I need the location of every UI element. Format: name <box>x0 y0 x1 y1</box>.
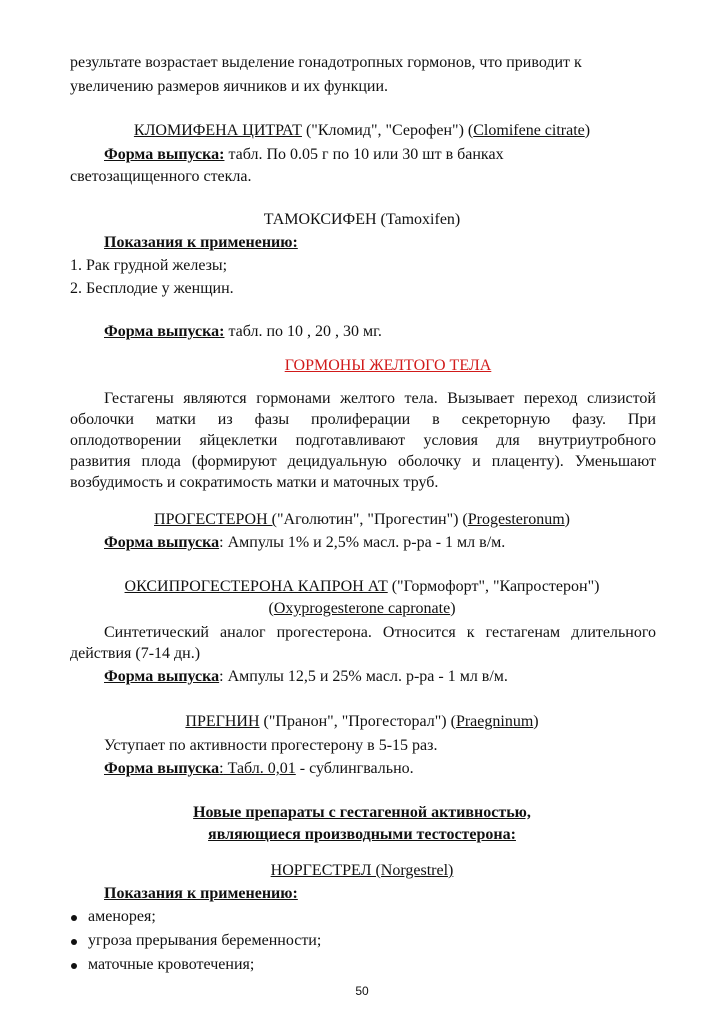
clomifene-heading <box>0 121 724 141</box>
oxyprogesterone-desc-line-2: действия (7-14 дн.) <box>70 645 201 662</box>
clomifene-synonyms: ("Кломид", "Серофен") ( <box>301 122 474 139</box>
clomifene-form-label: Форма выпуска: <box>104 146 225 163</box>
oxyprogesterone-latin-line <box>0 599 724 619</box>
bullet-icon <box>71 963 77 969</box>
bullet-icon <box>71 939 77 945</box>
progesterone-name: ПРОГЕСТЕРОН ( <box>154 511 277 528</box>
progesterone-form-text: : Ампулы 1% и 2,5% масл. р-ра - 1 мл в/м. <box>219 534 506 551</box>
oxyprogesterone-form <box>104 667 508 687</box>
tamoxifen-form-label: Форма выпуска: <box>104 323 225 340</box>
new-drugs-heading-1: Новые препараты с гестагенной активностью, <box>193 804 531 821</box>
pregnin-form-sep: : <box>219 760 224 777</box>
tamoxifen-item-2: 2. Бесплодие у женщин. <box>70 280 234 297</box>
progesterone-form-label: Форма выпуска <box>104 534 220 551</box>
intro-line-2: увеличению размеров яичников и их функции. <box>70 78 389 95</box>
tamoxifen-item-1: 1. Рак грудной железы; <box>70 257 228 274</box>
intro-line-1: результате возрастает выделение гонадотропных гормонов, что приводит к <box>70 54 582 71</box>
section-para-line-5: возбудимость и сократимость матки и маточных труб. <box>70 474 439 491</box>
pregnin-close: ) <box>533 713 539 730</box>
section-paragraph <box>70 388 656 493</box>
progesterone-synonyms: "Аголютин", "Прогестин") ( <box>277 511 468 528</box>
progesterone-close: ) <box>564 511 570 528</box>
pregnin-form-label: Форма выпуска <box>104 760 220 777</box>
section-para-line-1: Гестагены являются гормонами желтого тела. Вызывает переход слизистой <box>104 390 656 407</box>
pregnin-name: ПРЕГНИН <box>185 713 260 730</box>
oxyprogesterone-description <box>70 622 656 664</box>
new-drugs-heading-2: являющиеся производными тестостерона: <box>208 826 516 843</box>
section-para-line-2: оболочки матки из фазы пролиферации в секреторную фазу. При <box>70 411 656 428</box>
norgestrel-indications-label: Показания к применению: <box>104 885 298 902</box>
pregnin-description: Уступает по активности прогестерону в 5-15 раз. <box>104 737 438 754</box>
pregnin-form-tail: - сублингвально. <box>295 760 414 777</box>
clomifene-close: ) <box>584 122 591 139</box>
tamoxifen-form-text: табл. по 10 , 20 , 30 мг. <box>224 323 382 340</box>
oxyprogesterone-heading <box>0 577 724 597</box>
section-title-text: ГОРМОНЫ ЖЕЛТОГО ТЕЛА <box>284 357 492 374</box>
pregnin-synonyms: ("Пранон", "Прогесторал") ( <box>259 713 456 730</box>
pregnin-form-text: Табл. 0,01 <box>223 760 296 777</box>
oxyprogesterone-latin-open: ( <box>268 600 274 617</box>
oxyprogesterone-synonyms: ("Гормофорт", "Капростерон") <box>387 578 600 595</box>
pregnin-heading <box>0 712 724 732</box>
clomifene-form-text-2: светозащищенного стекла. <box>70 168 252 185</box>
page-number: 50 <box>355 984 369 998</box>
oxyprogesterone-latin: Oxyprogesterone capronate <box>273 600 451 617</box>
oxyprogesterone-desc-line-1: Синтетический аналог прогестерона. Относится к гестагенам длительного <box>104 624 656 641</box>
progesterone-heading <box>0 510 724 530</box>
tamoxifen-title: ТАМОКСИФЕН (Tamoxifen) <box>263 211 461 228</box>
tamoxifen-indications-label: Показания к применению: <box>104 234 298 251</box>
pregnin-latin: Praegninum <box>455 713 534 730</box>
clomifene-form <box>104 145 504 165</box>
clomifene-latin: Clomifene citrate <box>473 122 585 139</box>
section-title <box>0 356 724 376</box>
norgestrel-item-2: угроза прерывания беременности; <box>88 932 322 949</box>
norgestrel-item-3: маточные кровотечения; <box>88 956 255 973</box>
clomifene-name: КЛОМИФЕНА ЦИТРАТ <box>133 122 302 139</box>
section-para-line-4: развития плода (формируют децидуальную оболочку и плаценту). Уменьшают <box>70 453 656 470</box>
section-para-line-3: оплодотворении яйцеклетки подготавливают условия для внутриутробного <box>70 432 656 449</box>
clomifene-form-text: табл. По 0.05 г по 10 или 30 шт в банках <box>224 146 504 163</box>
norgestrel-title: НОРГЕСТРЕЛ (Norgestrel) <box>270 862 454 879</box>
oxyprogesterone-form-text: : Ампулы 12,5 и 25% масл. р-ра - 1 мл в/м. <box>219 668 508 685</box>
bullet-icon <box>71 915 77 921</box>
tamoxifen-form <box>104 322 382 342</box>
pregnin-form <box>104 759 414 779</box>
norgestrel-item-1: аменорея; <box>88 908 156 925</box>
oxyprogesterone-name: ОКСИПРОГЕСТЕРОНА КАПРОН АТ <box>124 578 388 595</box>
progesterone-form <box>104 533 505 553</box>
oxyprogesterone-latin-close: ) <box>450 600 456 617</box>
oxyprogesterone-form-label: Форма выпуска <box>104 668 220 685</box>
progesterone-latin: Progesteronum <box>467 511 565 528</box>
